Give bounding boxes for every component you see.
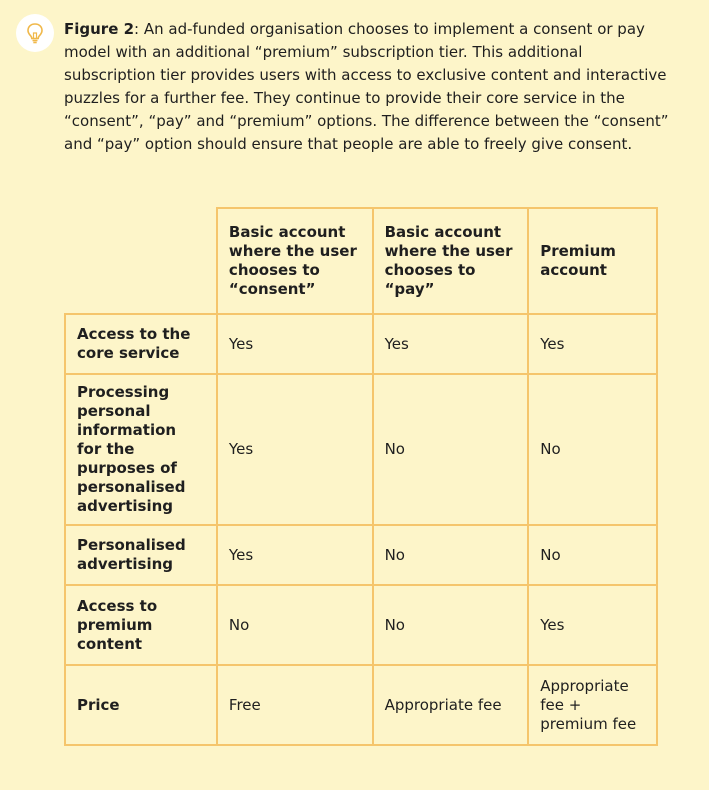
table-cell: Appropriate fee — [373, 665, 529, 745]
header-pay-account: Basic account where the user chooses to “pay” — [373, 208, 529, 314]
table-cell: Free — [217, 665, 373, 745]
table-cell: Yes — [217, 525, 373, 585]
comparison-table — [64, 207, 658, 746]
figure-icon-badge — [16, 14, 54, 52]
table-cell: Yes — [528, 314, 657, 374]
header-premium-account: Premium account — [528, 208, 657, 314]
header-consent-account: Basic account where the user chooses to “consent” — [217, 208, 373, 314]
caption-text: An ad-funded organisation chooses to implement a consent or pay model with an additional “premium” subscription tier. This additional subscription tier provides users with access to exclusive content and interactive puzzles for a further fee. They continue to provide their core service in the “consent”, “pay” and “premium” options. The difference between the “consent” and “pay” option should ensure that people are able to freely give consent. — [64, 20, 669, 153]
figure-label: Figure 2 — [64, 20, 135, 38]
row-label-price: Price — [65, 665, 217, 745]
table-cell: No — [373, 525, 529, 585]
figure-caption — [64, 18, 669, 156]
empty-corner-cell — [65, 208, 217, 314]
table-cell: Appropriate fee + premium fee — [528, 665, 657, 745]
table-cell: No — [217, 585, 373, 665]
table-row — [65, 525, 657, 585]
table-cell: Yes — [217, 374, 373, 525]
row-label-personalised-ads: Personalised advertising — [65, 525, 217, 585]
table-cell: Yes — [373, 314, 529, 374]
table-cell: No — [373, 374, 529, 525]
table-row — [65, 374, 657, 525]
table-row — [65, 585, 657, 665]
table-row — [65, 665, 657, 745]
row-label-core-service: Access to the core service — [65, 314, 217, 374]
table-cell: Yes — [528, 585, 657, 665]
table-row — [65, 314, 657, 374]
table-cell: No — [373, 585, 529, 665]
row-label-premium-content: Access to premium content — [65, 585, 217, 665]
table-cell: No — [528, 374, 657, 525]
lightbulb-icon — [25, 22, 45, 44]
table-cell: No — [528, 525, 657, 585]
row-label-processing: Processing personal information for the purposes of personalised advertising — [65, 374, 217, 525]
caption-separator: : — [134, 20, 140, 38]
table-header-row — [65, 208, 657, 314]
table-cell: Yes — [217, 314, 373, 374]
